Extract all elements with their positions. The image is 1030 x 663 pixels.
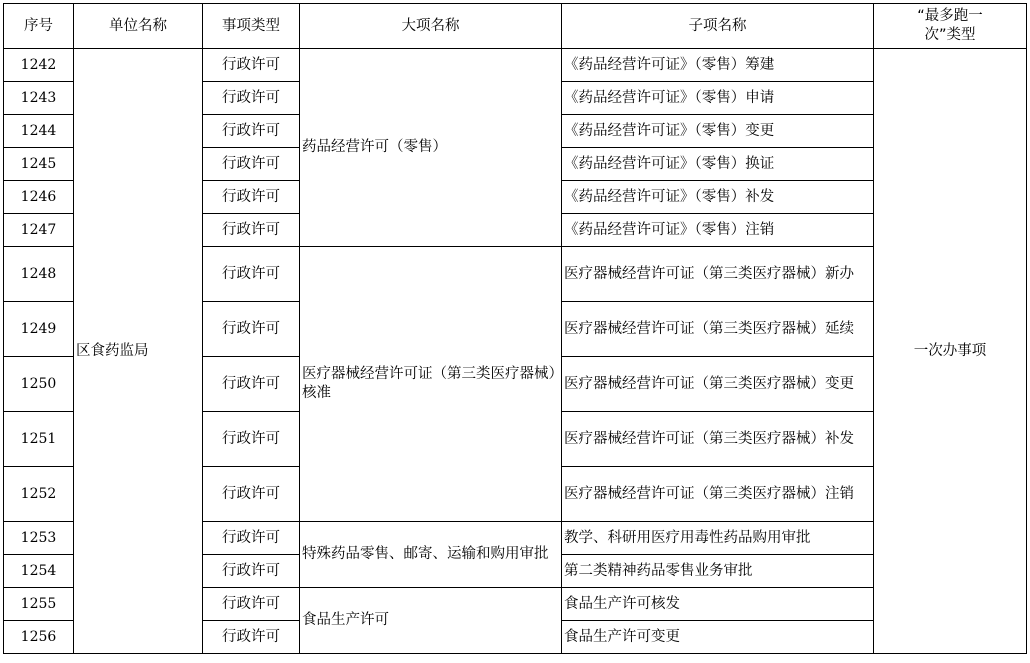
header-type: 事项类型 — [203, 4, 300, 49]
sub-cell: 医疗器械经营许可证（第三类医疗器械）新办 — [562, 247, 874, 302]
type-cell: 行政许可 — [203, 555, 300, 588]
type-cell: 行政许可 — [203, 467, 300, 522]
seq-cell: 1242 — [4, 49, 74, 82]
table-container — [3, 3, 1027, 654]
seq-cell: 1252 — [4, 467, 74, 522]
seq-cell: 1243 — [4, 82, 74, 115]
type-cell: 行政许可 — [203, 247, 300, 302]
run-type-cell: 一次办事项 — [874, 49, 1027, 654]
unit-cell: 区食药监局 — [74, 49, 203, 654]
type-cell: 行政许可 — [203, 357, 300, 412]
seq-cell: 1251 — [4, 412, 74, 467]
type-cell: 行政许可 — [203, 148, 300, 181]
header-seq: 序号 — [4, 4, 74, 49]
sub-cell: 《药品经营许可证》（零售）换证 — [562, 148, 874, 181]
type-cell: 行政许可 — [203, 115, 300, 148]
seq-cell: 1255 — [4, 588, 74, 621]
header-unit: 单位名称 — [74, 4, 203, 49]
major-cell: 药品经营许可（零售） — [300, 49, 562, 247]
sub-cell: 医疗器械经营许可证（第三类医疗器械）注销 — [562, 467, 874, 522]
seq-cell: 1254 — [4, 555, 74, 588]
type-cell: 行政许可 — [203, 621, 300, 654]
major-cell: 医疗器械经营许可证（第三类医疗器械）核准 — [300, 247, 562, 522]
type-cell: 行政许可 — [203, 181, 300, 214]
header-run-type: “最多跑一次”类型 — [874, 4, 1027, 49]
sub-cell: 医疗器械经营许可证（第三类医疗器械）变更 — [562, 357, 874, 412]
type-cell: 行政许可 — [203, 302, 300, 357]
items-table — [3, 3, 1027, 654]
header-sub: 子项名称 — [562, 4, 874, 49]
sub-cell: 医疗器械经营许可证（第三类医疗器械）延续 — [562, 302, 874, 357]
sub-cell: 医疗器械经营许可证（第三类医疗器械）补发 — [562, 412, 874, 467]
type-cell: 行政许可 — [203, 214, 300, 247]
type-cell: 行政许可 — [203, 412, 300, 467]
major-cell: 特殊药品零售、邮寄、运输和购用审批 — [300, 522, 562, 588]
type-cell: 行政许可 — [203, 522, 300, 555]
sub-cell: 《药品经营许可证》（零售）变更 — [562, 115, 874, 148]
seq-cell: 1250 — [4, 357, 74, 412]
sub-cell: 第二类精神药品零售业务审批 — [562, 555, 874, 588]
seq-cell: 1246 — [4, 181, 74, 214]
sub-cell: 《药品经营许可证》（零售）补发 — [562, 181, 874, 214]
sub-cell: 《药品经营许可证》（零售）注销 — [562, 214, 874, 247]
seq-cell: 1244 — [4, 115, 74, 148]
table-row — [4, 49, 1027, 82]
sub-cell: 《药品经营许可证》（零售）筹建 — [562, 49, 874, 82]
seq-cell: 1249 — [4, 302, 74, 357]
type-cell: 行政许可 — [203, 49, 300, 82]
seq-cell: 1256 — [4, 621, 74, 654]
seq-cell: 1247 — [4, 214, 74, 247]
type-cell: 行政许可 — [203, 82, 300, 115]
sub-cell: 食品生产许可变更 — [562, 621, 874, 654]
sub-cell: 教学、科研用医疗用毒性药品购用审批 — [562, 522, 874, 555]
type-cell: 行政许可 — [203, 588, 300, 621]
header-row — [4, 4, 1027, 49]
major-cell: 食品生产许可 — [300, 588, 562, 654]
seq-cell: 1248 — [4, 247, 74, 302]
seq-cell: 1253 — [4, 522, 74, 555]
header-major: 大项名称 — [300, 4, 562, 49]
sub-cell: 《药品经营许可证》（零售）申请 — [562, 82, 874, 115]
sub-cell: 食品生产许可核发 — [562, 588, 874, 621]
seq-cell: 1245 — [4, 148, 74, 181]
